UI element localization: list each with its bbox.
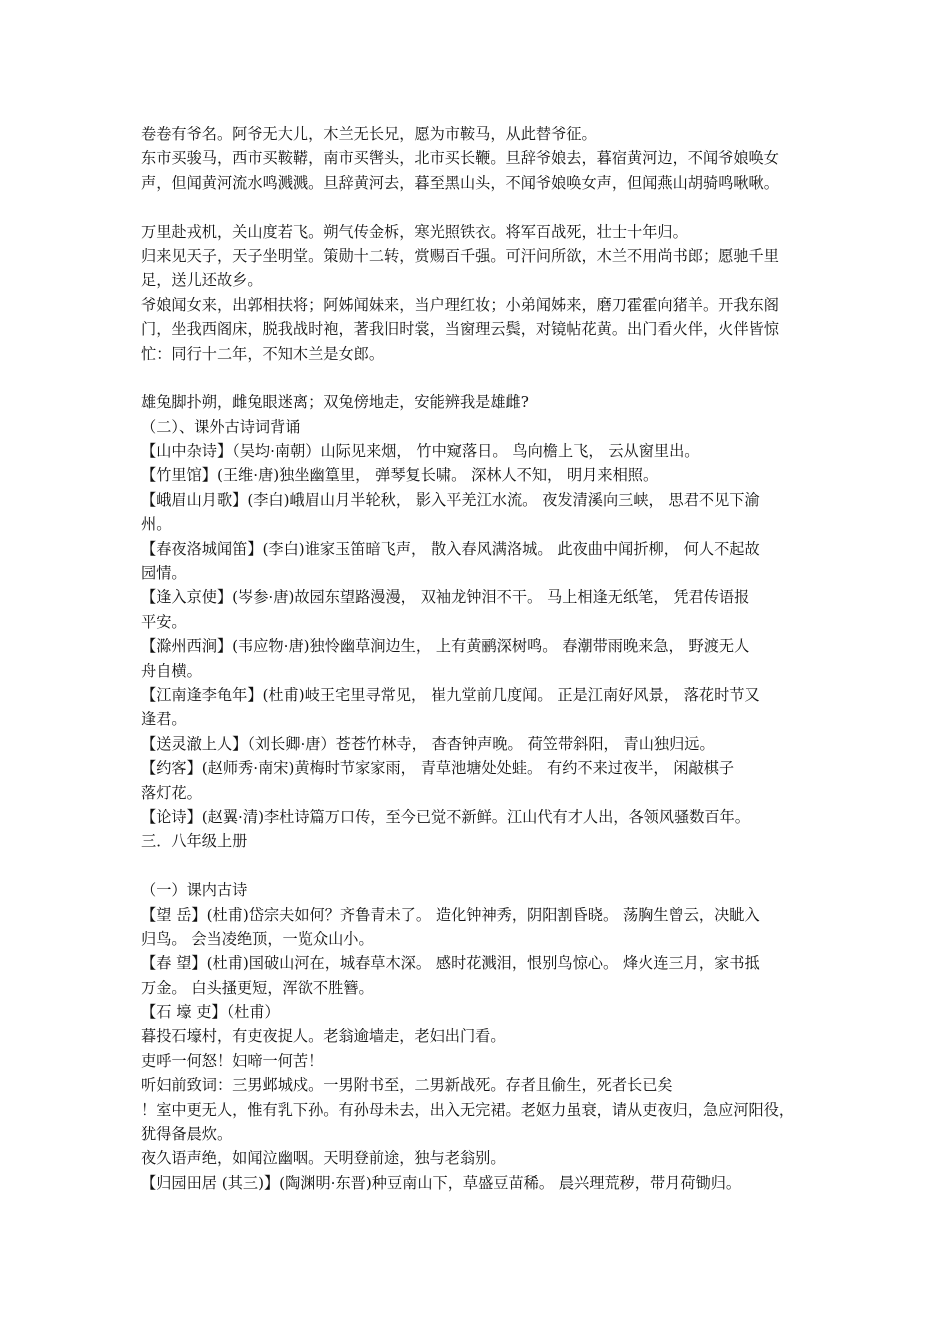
- text-line: 【峨眉山月歌】(李白)峨眉山月半轮秋， 影入平羌江水流。 夜发清溪向三峡， 思君不见下渝: [141, 490, 760, 509]
- text-line: 忙：同行十二年，不知木兰是女郎。: [141, 344, 384, 363]
- text-line: 【归园田居 (其三)】(陶渊明·东晋)种豆南山下，草盛豆苗稀。 晨兴理荒秽，带月荷锄归。: [141, 1173, 742, 1192]
- text-line: 【春 望】(杜甫)国破山河在，城春草木深。 感时花溅泪，恨别鸟惊心。 烽火连三月，家书抵: [141, 954, 760, 973]
- text-line: 【江南逢李龟年】(杜甫)岐王宅里寻常见， 崔九堂前几度闻。 正是江南好风景， 落花时节又: [141, 685, 760, 704]
- text-line: 【春夜洛城闻笛】(李白)谁家玉笛暗飞声， 散入春风满洛城。 此夜曲中闻折柳， 何人不起故: [141, 539, 760, 558]
- text-line: 归鸟。 会当凌绝顶，一览众山小。: [141, 929, 374, 948]
- text-line: 三．八年级上册: [141, 832, 248, 851]
- text-line: 门，坐我西阁床，脱我战时袍，著我旧时裳，当窗理云鬓，对镜帖花黄。出门看火伴，火伴皆惊: [141, 320, 779, 339]
- text-line: 【竹里馆】(王维·唐)独坐幽篁里， 弹琴复长啸。 深林人不知， 明月来相照。: [141, 466, 659, 485]
- text-line: 【送灵澈上人】（刘长卿·唐）苍苍竹林寺， 杳杳钟声晚。 荷笠带斜阳， 青山独归远。: [141, 734, 715, 753]
- text-line: 足，送儿还故乡。: [141, 271, 263, 290]
- text-line: 舟自横。: [141, 661, 202, 680]
- blank-line: [141, 366, 815, 390]
- text-line: 【滁州西涧】(韦应物·唐)独怜幽草涧边生， 上有黄鹂深树鸣。 春潮带雨晚来急， 野渡无人: [141, 637, 750, 656]
- text-line: 归来见天子，天子坐明堂。策勋十二转，赏赐百千强。可汗问所欲，木兰不用尚书郎；愿驰千里: [141, 246, 779, 265]
- text-line: 吏呼一何怒！妇啼一何苦！: [141, 1051, 324, 1070]
- text-line: 万金。 白头搔更短，浑欲不胜簪。: [141, 978, 374, 997]
- text-line: 逢君。: [141, 710, 187, 729]
- text-line: 爷娘闻女来，出郭相扶将；阿姊闻妹来，当户理红妆；小弟闻姊来，磨刀霍霍向猪羊。开我东阁: [141, 295, 779, 314]
- text-line: 犹得备晨炊。: [141, 1125, 233, 1144]
- text-line: 【逢入京使】(岑参·唐)故园东望路漫漫， 双袖龙钟泪不干。 马上相逢无纸笔， 凭君传语报: [141, 588, 750, 607]
- text-line: 暮投石壕村，有吏夜捉人。老翁逾墙走，老妇出门看。: [141, 1027, 506, 1046]
- text-line: 园情。: [141, 564, 187, 583]
- text-line: （一）课内古诗: [141, 881, 248, 900]
- text-line: 东市买骏马，西市买鞍鞯，南市买辔头，北市买长鞭。旦辞爷娘去，暮宿黄河边，不闻爷娘唤女: [141, 149, 779, 168]
- text-line: 听妇前致词：三男邺城戍。一男附书至，二男新战死。存者且偷生，死者长已矣: [141, 1076, 673, 1095]
- text-line: 【石 壕 吏】（杜甫）: [141, 1003, 280, 1022]
- text-line: 万里赴戎机，关山度若飞。朔气传金柝，寒光照铁衣。将军百战死，壮士十年归。: [141, 222, 688, 241]
- text-line: 雄兔脚扑朔，雌兔眼迷离；双兔傍地走，安能辨我是雄雌?: [141, 393, 529, 412]
- blank-line: [141, 854, 815, 878]
- text-line: 【约客】(赵师秀·南宋)黄梅时节家家雨， 青草池塘处处蛙。 有约不来过夜半， 闲敲棋子: [141, 759, 735, 778]
- text-line: 【山中杂诗】（吴均·南朝）山际见来烟， 竹中窥落日。 鸟向檐上飞， 云从窗里出。: [141, 442, 700, 461]
- text-line: 夜久语声绝，如闻泣幽咽。天明登前途，独与老翁别。: [141, 1149, 506, 1168]
- document-body: [141, 122, 815, 1195]
- text-line: 声，但闻黄河流水鸣溅溅。旦辞黄河去，暮至黑山头，不闻爷娘唤女声，但闻燕山胡骑鸣啾啾。: [141, 173, 779, 192]
- text-line: 落灯花。: [141, 783, 202, 802]
- text-line: 平安。: [141, 612, 187, 631]
- blank-line: [141, 195, 815, 219]
- text-line: （二）、课外古诗词背诵: [141, 417, 301, 436]
- text-line: 卷卷有爷名。阿爷无大儿，木兰无长兄，愿为市鞍马，从此替爷征。: [141, 125, 597, 143]
- text-line: 【望 岳】(杜甫)岱宗夫如何？齐鲁青未了。 造化钟神秀，阴阳割昏晓。 荡胸生曾云，决眦入: [141, 905, 760, 924]
- text-line: ！室中更无人，惟有乳下孙。有孙母未去，出入无完裙。老妪力虽衰，请从吏夜归，急应河阳役，: [141, 1100, 795, 1119]
- text-line: 【论诗】(赵翼·清)李杜诗篇万口传，至今已觉不新鲜。江山代有才人出，各领风骚数百年。: [141, 807, 750, 826]
- text-line: 州。: [141, 515, 172, 534]
